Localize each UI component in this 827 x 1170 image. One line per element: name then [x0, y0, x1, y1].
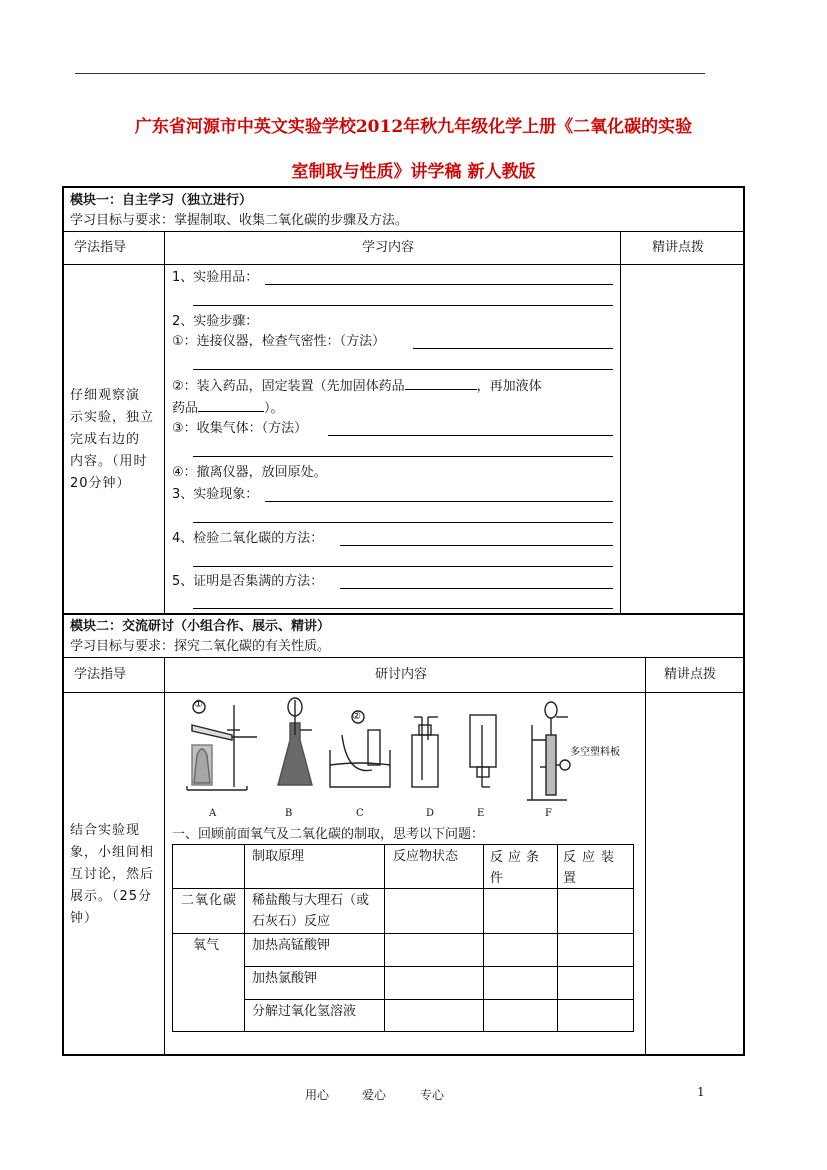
footer-word-1: 用心 [305, 1088, 330, 1102]
module1-col-content: 学习内容 [362, 240, 415, 255]
item-2-label: 2、实验步骤： [172, 314, 259, 329]
th-principle: 制取原理 [252, 849, 305, 864]
marker-1: ① [194, 699, 203, 710]
module1-goal: 学习目标与要求：掌握制取、收集二氧化碳的步骤及方法。 [70, 213, 409, 228]
module2-col-notes: 精讲点拨 [664, 667, 717, 682]
row-o2-label: 氧气 [193, 938, 220, 953]
row-co2-label: 二氧化碳 [181, 893, 238, 908]
step-3-label: ③：收集气体：（方法） [172, 421, 308, 436]
apparatus-f [527, 702, 570, 800]
module2-header: 模块二：交流研讨（小组合作、展示、精讲） [70, 619, 331, 634]
apparatus-label-d: D [426, 808, 435, 819]
footer-word-3: 专心 [420, 1088, 445, 1102]
module1-col-notes: 精讲点拨 [652, 240, 705, 255]
liquid-reagent-blank[interactable] [198, 398, 264, 412]
apparatus-label-b: B [285, 808, 293, 819]
module1-col-guide: 学法指导 [74, 240, 127, 255]
row-co2-principle: 稀盐酸与大理石（或石灰石）反应 [252, 893, 370, 929]
module2-col-content: 研讨内容 [375, 667, 428, 682]
answer-line[interactable] [193, 456, 613, 457]
apparatus-label-e: E [477, 808, 485, 819]
page-title-line2: 室制取与性质》讲学稿 新人教版 [291, 162, 536, 182]
item-4-label: 4、检验二氧化碳的方法： [172, 531, 324, 546]
marker-2: ② [352, 711, 361, 722]
apparatus-b [278, 698, 312, 785]
apparatus-d [412, 717, 438, 787]
item-5-label: 5、证明是否集满的方法： [172, 574, 324, 589]
answer-line[interactable] [340, 588, 613, 589]
apparatus-e [470, 715, 496, 787]
answer-line[interactable] [193, 608, 613, 609]
answer-line[interactable] [193, 369, 613, 370]
answer-line[interactable] [193, 305, 613, 306]
step-1-label: ①：连接仪器，检查气密性：（方法） [172, 334, 386, 349]
footer-word-2: 爱心 [362, 1088, 387, 1102]
answer-line[interactable] [265, 501, 613, 502]
page-number: 1 [697, 1085, 705, 1099]
module2-guide-text: 结合实验现 象，小组间相 互讨论，然后 展示。（25分 钟） [70, 823, 155, 926]
answer-line[interactable] [340, 545, 613, 546]
apparatus-label-f: F [545, 808, 552, 819]
answer-line[interactable] [193, 522, 613, 523]
step-2-text: ②：装入药品，固定装置（先加固体药品 ，再加液体 [172, 376, 542, 397]
th-condition: 反应条件 [490, 850, 545, 886]
answer-line[interactable] [413, 348, 613, 349]
apparatus-label-c: C [356, 808, 364, 819]
answer-line[interactable] [328, 435, 613, 436]
solid-reagent-blank[interactable] [405, 376, 477, 390]
review-question: 一、回顾前面氧气及二氧化碳的制取，思考以下问题： [172, 827, 485, 842]
module1-guide-text: 仔细观察演 示实验，独立 完成右边的 内容。（用时 20分钟） [70, 388, 155, 491]
row-o2-kclo3: 加热氯酸钾 [252, 971, 318, 986]
header-rule [75, 73, 705, 74]
th-reactant-state: 反应物状态 [393, 849, 459, 864]
row-o2-kmno4: 加热高锰酸钾 [252, 938, 331, 953]
item-3-label: 3、实验现象： [172, 487, 259, 502]
answer-line[interactable] [265, 284, 613, 285]
module1-header: 模块一：自主学习（独立进行） [70, 193, 253, 208]
apparatus-a [187, 701, 257, 790]
module2-col-guide: 学法指导 [74, 667, 127, 682]
perforated-plate-label: 多空塑料板 [570, 747, 620, 758]
th-apparatus: 反应装置 [563, 850, 621, 886]
module2-goal: 学习目标与要求：探究二氧化碳的有关性质。 [70, 639, 331, 654]
apparatus-diagram [172, 695, 642, 820]
item-1-label: 1、实验用品： [172, 270, 259, 285]
page-title-line1: 广东省河源市中英文实验学校2012年秋九年级化学上册《二氧化碳的实验 [134, 117, 693, 137]
row-o2-h2o2: 分解过氧化氢溶液 [252, 1004, 357, 1019]
apparatus-c [330, 711, 390, 787]
apparatus-label-a: A [209, 808, 217, 819]
answer-line[interactable] [193, 566, 613, 567]
step-4-label: ④：撤离仪器，放回原处。 [172, 465, 327, 480]
step-2-text-cont: 药品 ）。 [172, 398, 284, 419]
